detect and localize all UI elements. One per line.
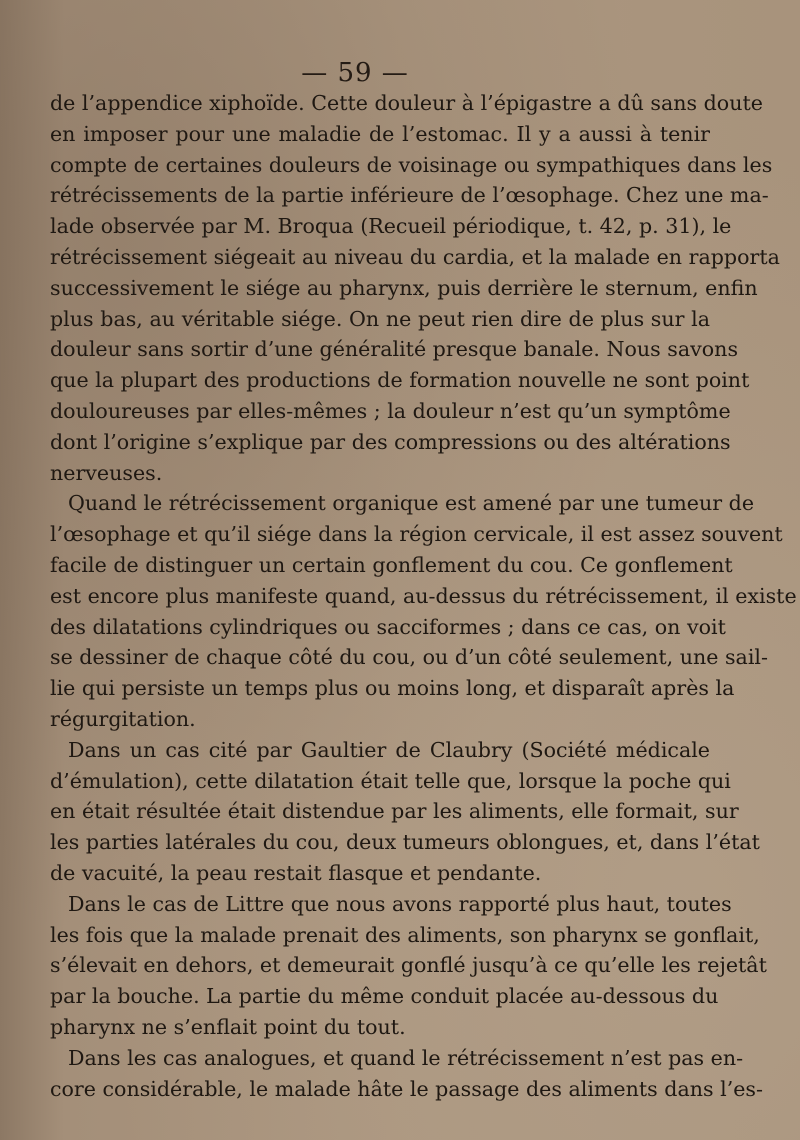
text-line: de vacuité, la peau restait flasque et pendante. [50, 860, 542, 885]
text-line: se dessiner de chaque côté du cou, ou d’un côté seulement, une sail- [50, 645, 768, 670]
text-line: que la plupart des productions de formation nouvelle ne sont point [50, 368, 750, 393]
text-line: les parties latérales du cou, deux tumeurs oblongues, et, dans l’état [50, 830, 760, 855]
text-line: Quand le rétrécissement organique est amené par une tumeur de [68, 491, 755, 516]
text-line: Dans le cas de Littre que nous avons rapporté plus haut, toutes [68, 891, 732, 916]
text-line: douleur sans sortir d’une généralité presque banale. Nous savons [50, 337, 739, 362]
body-text [50, 88, 797, 1104]
text-line: dont l’origine s’explique par des compressions ou des altérations [50, 429, 731, 454]
text-line: l’œsophage et qu’il siége dans la région cervicale, il est assez souvent [50, 522, 783, 547]
text-line: facile de distinguer un certain gonflement du cou. Ce gonflement [50, 552, 733, 577]
text-line: Dans un cas cité par Gaultier de Claubry (Société médicale [68, 737, 710, 762]
text-line: les fois que la malade prenait des aliments, son pharynx se gonflait, [50, 922, 760, 947]
text-line: est encore plus manifeste quand, au-dessus du rétrécissement, il existe [50, 583, 797, 608]
text-line: successivement le siége au pharynx, puis derrière le sternum, enfin [50, 275, 758, 300]
text-line: de l’appendice xiphoïde. Cette douleur à l’épigastre a dû sans doute [50, 91, 763, 115]
text-line: lade observée par M. Broqua (Recueil périodique, t. 42, p. 31), le [50, 214, 732, 239]
paragraph [50, 488, 797, 734]
page-number: — 59 — [301, 58, 409, 88]
text-line: en imposer pour une maladie de l’estomac. Il y a aussi à tenir [50, 121, 710, 146]
text-line: Dans les cas analogues, et quand le rétrécissement n’est pas en- [68, 1045, 744, 1070]
text-line: plus bas, au véritable siége. On ne peut rien dire de plus sur la [50, 306, 710, 331]
paragraph [50, 735, 760, 889]
text-line: lie qui persiste un temps plus ou moins long, et disparaît après la [50, 676, 735, 701]
text-line: rétrécissement siégeait au niveau du cardia, et la malade en rapporta [50, 244, 780, 269]
text-line: régurgitation. [50, 706, 196, 731]
text-line: douloureuses par elles-mêmes ; la douleur n’est qu’un symptôme [50, 398, 731, 423]
text-line: en était résultée était distendue par les aliments, elle formait, sur [50, 799, 739, 824]
text-line: d’émulation), cette dilatation était telle que, lorsque la poche qui [50, 768, 731, 793]
paragraph [50, 889, 767, 1043]
text-line: compte de certaines douleurs de voisinage ou sympathiques dans les [50, 152, 773, 177]
paragraph [50, 88, 780, 488]
text-line: pharynx ne s’enflait point du tout. [50, 1014, 406, 1039]
text-line: par la bouche. La partie du même conduit placée au-dessous du [50, 984, 719, 1009]
text-line: nerveuses. [50, 460, 163, 485]
text-line: s’élevait en dehors, et demeurait gonflé jusqu’à ce qu’elle les rejetât [50, 953, 767, 978]
paragraph [50, 1043, 763, 1105]
text-line: des dilatations cylindriques ou sacciformes ; dans ce cas, on voit [50, 614, 726, 639]
text-line: rétrécissements de la partie inférieure de l’œsophage. Chez une ma- [50, 183, 769, 208]
text-line: core considérable, le malade hâte le passage des aliments dans l’es- [50, 1076, 763, 1101]
